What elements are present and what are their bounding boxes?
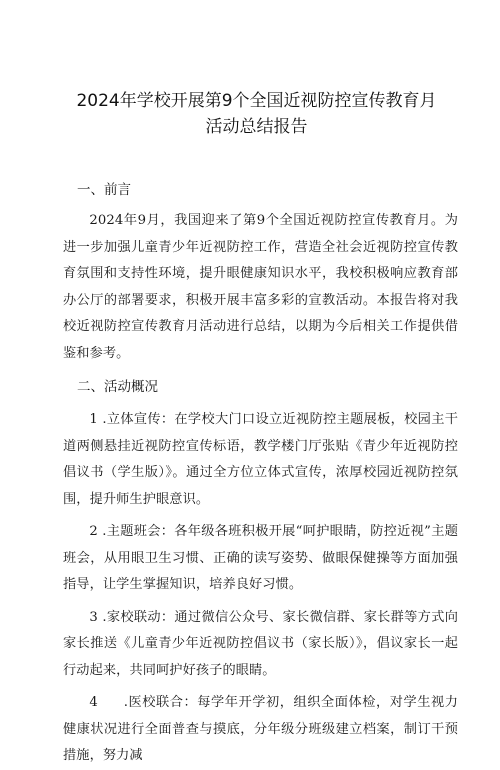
item-number: 2 bbox=[89, 524, 98, 539]
list-item bbox=[63, 407, 458, 513]
title-line-2: 活动总结报告 bbox=[205, 117, 308, 137]
item-number: 3 bbox=[89, 609, 98, 625]
list-item bbox=[63, 519, 458, 599]
item-text: .主题班会：各年级各班积极开展“呵护眼睛，防控近视”主题班会，从用眼卫生习惯、正确的读写姿势、做眼保健操等方面加强指导，让学生掌握知识，培养良好习惯。 bbox=[63, 524, 458, 592]
preface-paragraph: 2024年9月，我国迎来了第9个全国近视防控宣传教育月。为进一步加强儿童青少年近视防控工作，营造全社会近视防控宣传教育氛围和支持性环境，提升眼健康知识水平，我校积极响应教育部办公厅的部署要求，积极开展丰富多彩的宣教活动。本报告将对我校近视防控宣传教育月活动进行总结，以期为今后相关工作提供借鉴和参考。 bbox=[63, 213, 458, 361]
item-text: .立体宣传：在学校大门口设立近视防控主题展板，校园主干道两侧悬挂近视防控宣传标语，教学楼门厅张贴《青少年近视防控倡议书（学生版）》。通过全方位立体式宣传，浓厚校园近视防控氛围，提升师生护眼意识。 bbox=[63, 412, 459, 507]
item-number: 1 bbox=[89, 412, 98, 427]
title-line-1: 2024年学校开展第9个全国近视防控宣传教育月 bbox=[76, 91, 437, 111]
document-title bbox=[55, 0, 458, 140]
item-text: .家校联动：通过微信公众号、家长微信群、家长群等方式向家长推送《儿童青少年近视防控倡议书（家长版）》，倡议家长一起行动起来，共同呵护好孩子的眼睛。 bbox=[63, 609, 459, 678]
item-text: .医校联合：每学年开学初，组织全面体检，对学生视力健康状况进行全面普查与摸底，分年级分班级建立档案，制订干预措施，努力减 bbox=[63, 695, 458, 763]
section-heading-overview: 二、活动概况 bbox=[77, 379, 158, 395]
section-heading-preface: 一、前言 bbox=[77, 182, 131, 198]
item-number: 4 bbox=[89, 695, 98, 710]
list-item bbox=[63, 690, 458, 770]
list-item bbox=[63, 605, 458, 685]
